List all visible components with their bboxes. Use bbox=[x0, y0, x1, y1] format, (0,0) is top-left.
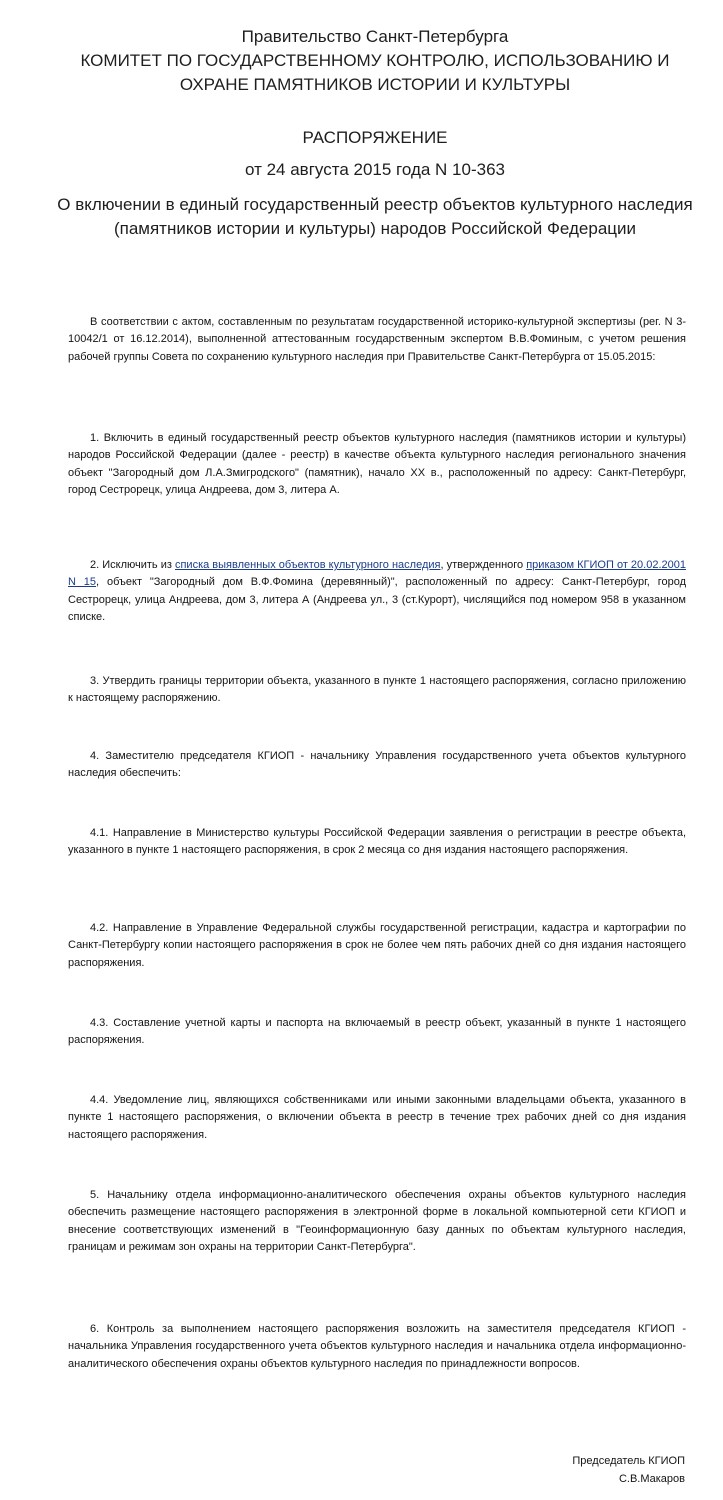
link-list-of-identified-objects[interactable]: списка выявленных объектов культурного наследия bbox=[174, 559, 441, 571]
preamble-paragraph: В соответствии с актом, составленным по результатам государственной историко-культурной экспертизы (рег. N 3-10042/1 от 16.12.2014), выполненной аттестованным государственным экспертом В.В.Фоминым, с учетом решения рабочей группы Совета по сохранению культурного наследия при Правительстве Санкт-Петербурга от 15.05.2015: bbox=[68, 316, 686, 363]
clause-4-4: 4.4. Уведомление лиц, являющихся собственниками или иными законными владельцами объекта, указанного в пункте 1 настоящего распоряжения, о включении объекта в реестр в течение трех рабочих дней со дня издания настоящего распоряжения. bbox=[68, 1094, 686, 1141]
committee-name: КОМИТЕТ ПО ГОСУДАРСТВЕННОМУ КОНТРОЛЮ, ИСПОЛЬЗОВАНИЮ И ОХРАНЕ ПАМЯТНИКОВ ИСТОРИИ И КУЛЬТУРЫ bbox=[80, 51, 670, 94]
document-date-number: от 24 августа 2015 года N 10-363 bbox=[245, 160, 505, 179]
clause-3: 3. Утвердить границы территории объекта, указанного в пункте 1 настоящего распоряжения, согласно приложению к настоящему распоряжению. bbox=[68, 675, 686, 705]
clause-6: 6. Контроль за выполнением настоящего распоряжения возложить на заместителя председателя КГИОП - начальника Управления государственного учета объектов культурного наследия и начальника отдела информационно-аналитического обеспечения охраны объектов культурного наследия по принадлежности вопросов. bbox=[68, 1323, 686, 1370]
document-type: РАСПОРЯЖЕНИЕ bbox=[302, 128, 448, 147]
clause-4-3: 4.3. Составление учетной карты и паспорта на включаемый в реестр объект, указанный в пункте 1 настоящего распоряжения. bbox=[68, 1017, 686, 1047]
clause-1: 1. Включить в единый государственный реестр объектов культурного наследия (памятников истории и культуры) народов Российской Федерации (далее - реестр) в качестве объекта культурного наследия регионального значения объект "Загородный дом Л.А.Змигродского" (памятник), начало XX в., расположенный по адресу: Санкт-Петербург, город Сестрорецк, улица Андреева, дом 3, литера А. bbox=[68, 432, 686, 496]
link-kgiop-order[interactable]: приказом КГИОП от 20.02.2001 N 15 bbox=[68, 559, 686, 589]
clause-2-middle: , утвержденного bbox=[440, 559, 527, 571]
clause-2 bbox=[68, 557, 686, 626]
clause-5: 5. Начальнику отдела информационно-аналитического обеспечения охраны объектов культурного наследия обеспечить размещение настоящего распоряжения в электронной форме в локальной компьютерной сети КГИОП и внесение соответствующих изменений в "Геоинформационную базу данных по объектам культурного наследия, границам и режимам зон охраны на территории Санкт-Петербурга". bbox=[68, 1189, 686, 1253]
signatory-name: С.В.Макаров bbox=[618, 1473, 685, 1485]
clause-2-prefix: 2. Исключить из bbox=[90, 559, 175, 571]
clause-4: 4. Заместителю председателя КГИОП - начальнику Управления государственного учета объектов культурного наследия обеспечить: bbox=[68, 750, 686, 780]
clause-4-2: 4.2. Направление в Управление Федеральной службы государственной регистрации, кадастра и картографии по Санкт-Петербургу копии настоящего распоряжения в срок не более чем пять рабочих дней со дня издания настоящего распоряжения. bbox=[68, 922, 686, 969]
clause-4-1: 4.1. Направление в Министерство культуры Российской Федерации заявления о регистрации в реестре объекта, указанного в пункте 1 настоящего распоряжения, в срок 2 месяца со дня издания настоящего распоряжения. bbox=[68, 827, 686, 857]
clause-2-suffix: , объект "Загородный дом В.Ф.Фомина (деревянный)", расположенный по адресу: Санкт-Петербург, город Сестрорецк, улица Андреева, дом 3, литера А (Андреева ул., 3 (ст.Курорт), числящийся под номером 958 в указанном списке. bbox=[68, 576, 686, 623]
signatory-title: Председатель КГИОП bbox=[572, 1455, 685, 1467]
document-subject: О включении в единый государственный реестр объектов культурного наследия (памятников истории и культуры) народов Российской Федерации bbox=[57, 195, 693, 238]
government-name: Правительство Санкт-Петербурга bbox=[241, 27, 509, 46]
